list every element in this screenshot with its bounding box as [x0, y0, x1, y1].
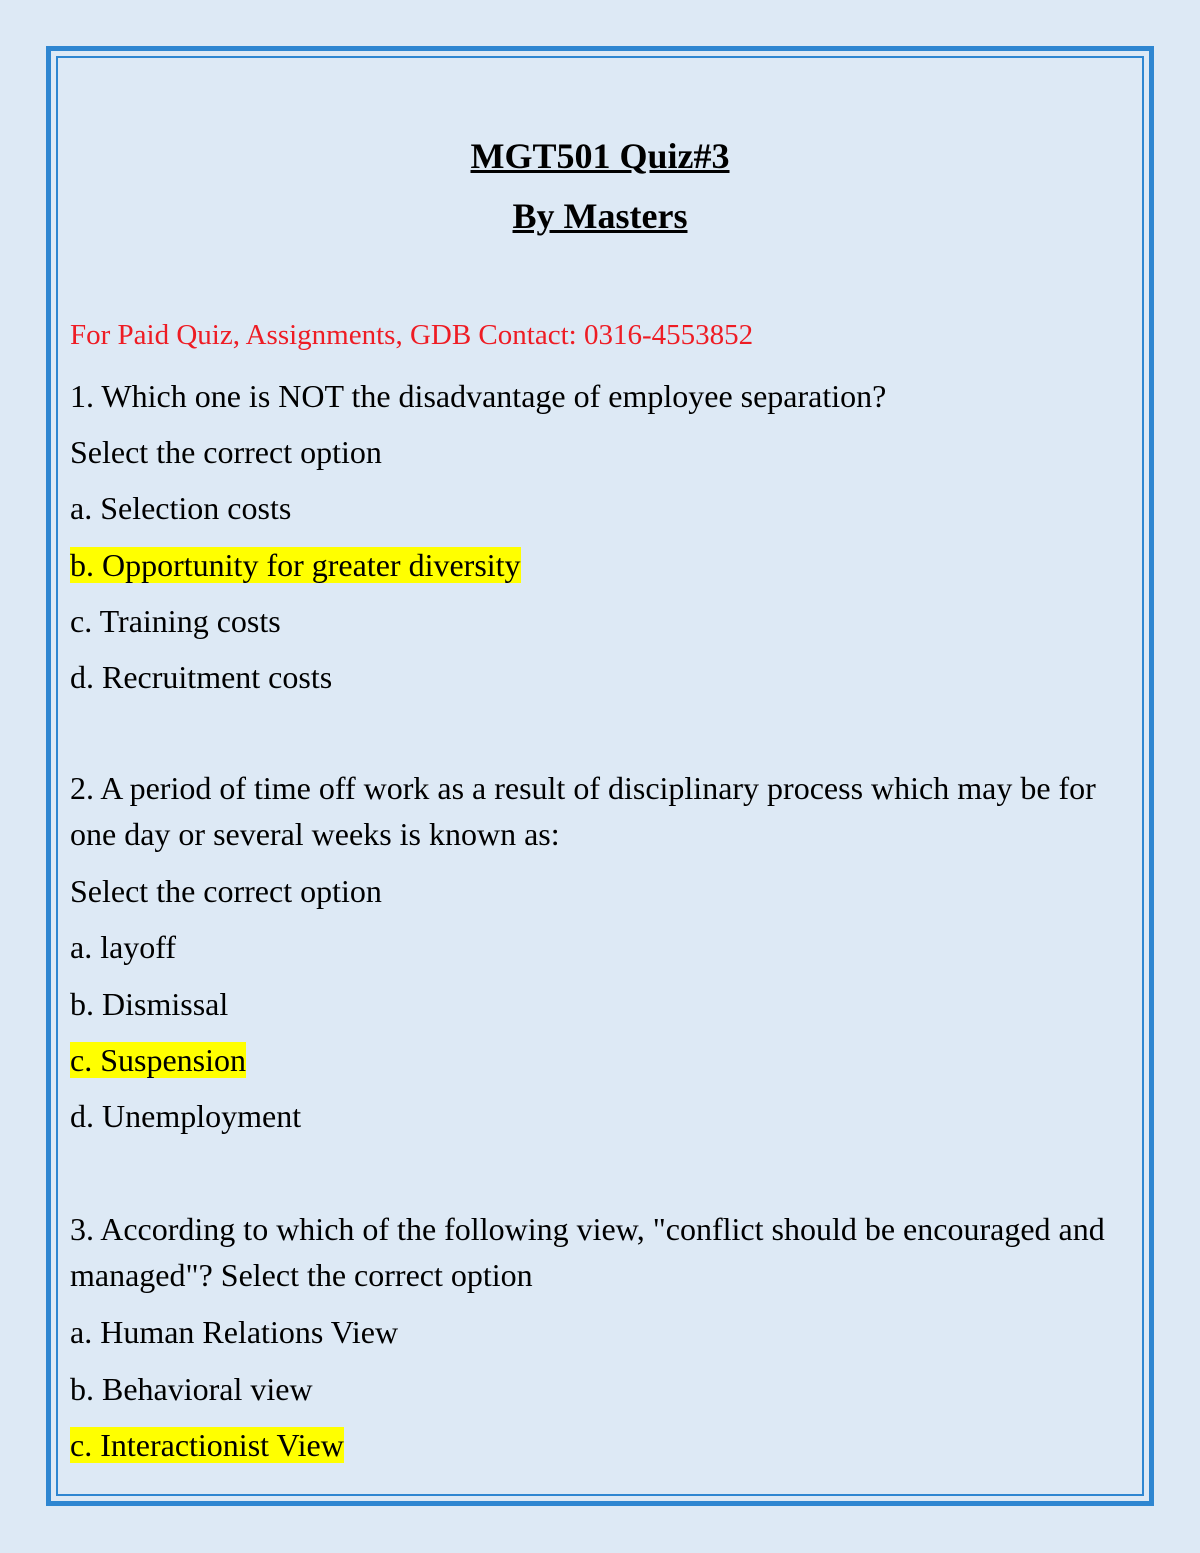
question-2-text: 2. A period of time off work as a result of disciplinary process which may be for one day or several weeks is known as:	[70, 770, 1096, 852]
question-1-option-d	[70, 654, 332, 700]
document-subtitle: By Masters	[512, 196, 688, 236]
question-1-option-c	[70, 598, 281, 644]
option-label: c. Training costs	[70, 603, 281, 639]
question-3-option-c-correct	[70, 1422, 344, 1468]
highlighted-answer: b. Opportunity for greater diversity	[70, 547, 521, 583]
option-label: a. layoff	[70, 929, 177, 965]
question-2-option-d	[70, 1093, 301, 1139]
question-1-option-b-correct	[70, 542, 521, 588]
contact-notice: For Paid Quiz, Assignments, GDB Contact: 0316-4553852	[70, 319, 754, 351]
question-3-option-a	[70, 1309, 398, 1355]
question-2-option-b	[70, 981, 228, 1027]
question-1-text: 1. Which one is NOT the disadvantage of employee separation?	[70, 378, 887, 414]
option-label: a. Selection costs	[70, 490, 292, 526]
question-2-prompt: Select the correct option	[70, 873, 382, 909]
option-label: a. Human Relations View	[70, 1314, 399, 1350]
question-1-prompt: Select the correct option	[70, 434, 382, 470]
option-label: b. Behavioral view	[70, 1371, 313, 1407]
highlighted-answer: c. Interactionist View	[70, 1427, 344, 1463]
question-2-option-a	[70, 924, 176, 970]
option-label: b. Dismissal	[70, 986, 229, 1022]
question-2-option-c-correct	[70, 1037, 246, 1083]
question-3-text: 3. According to which of the following view, "conflict should be encouraged and managed"? Select the correct option	[70, 1211, 1105, 1293]
question-1-option-a	[70, 485, 291, 531]
highlighted-answer: c. Suspension	[70, 1042, 246, 1078]
document-title: MGT501 Quiz#3	[470, 136, 730, 176]
question-3-option-b	[70, 1366, 313, 1412]
option-label: d. Recruitment costs	[70, 659, 333, 695]
option-label: d. Unemployment	[70, 1098, 302, 1134]
